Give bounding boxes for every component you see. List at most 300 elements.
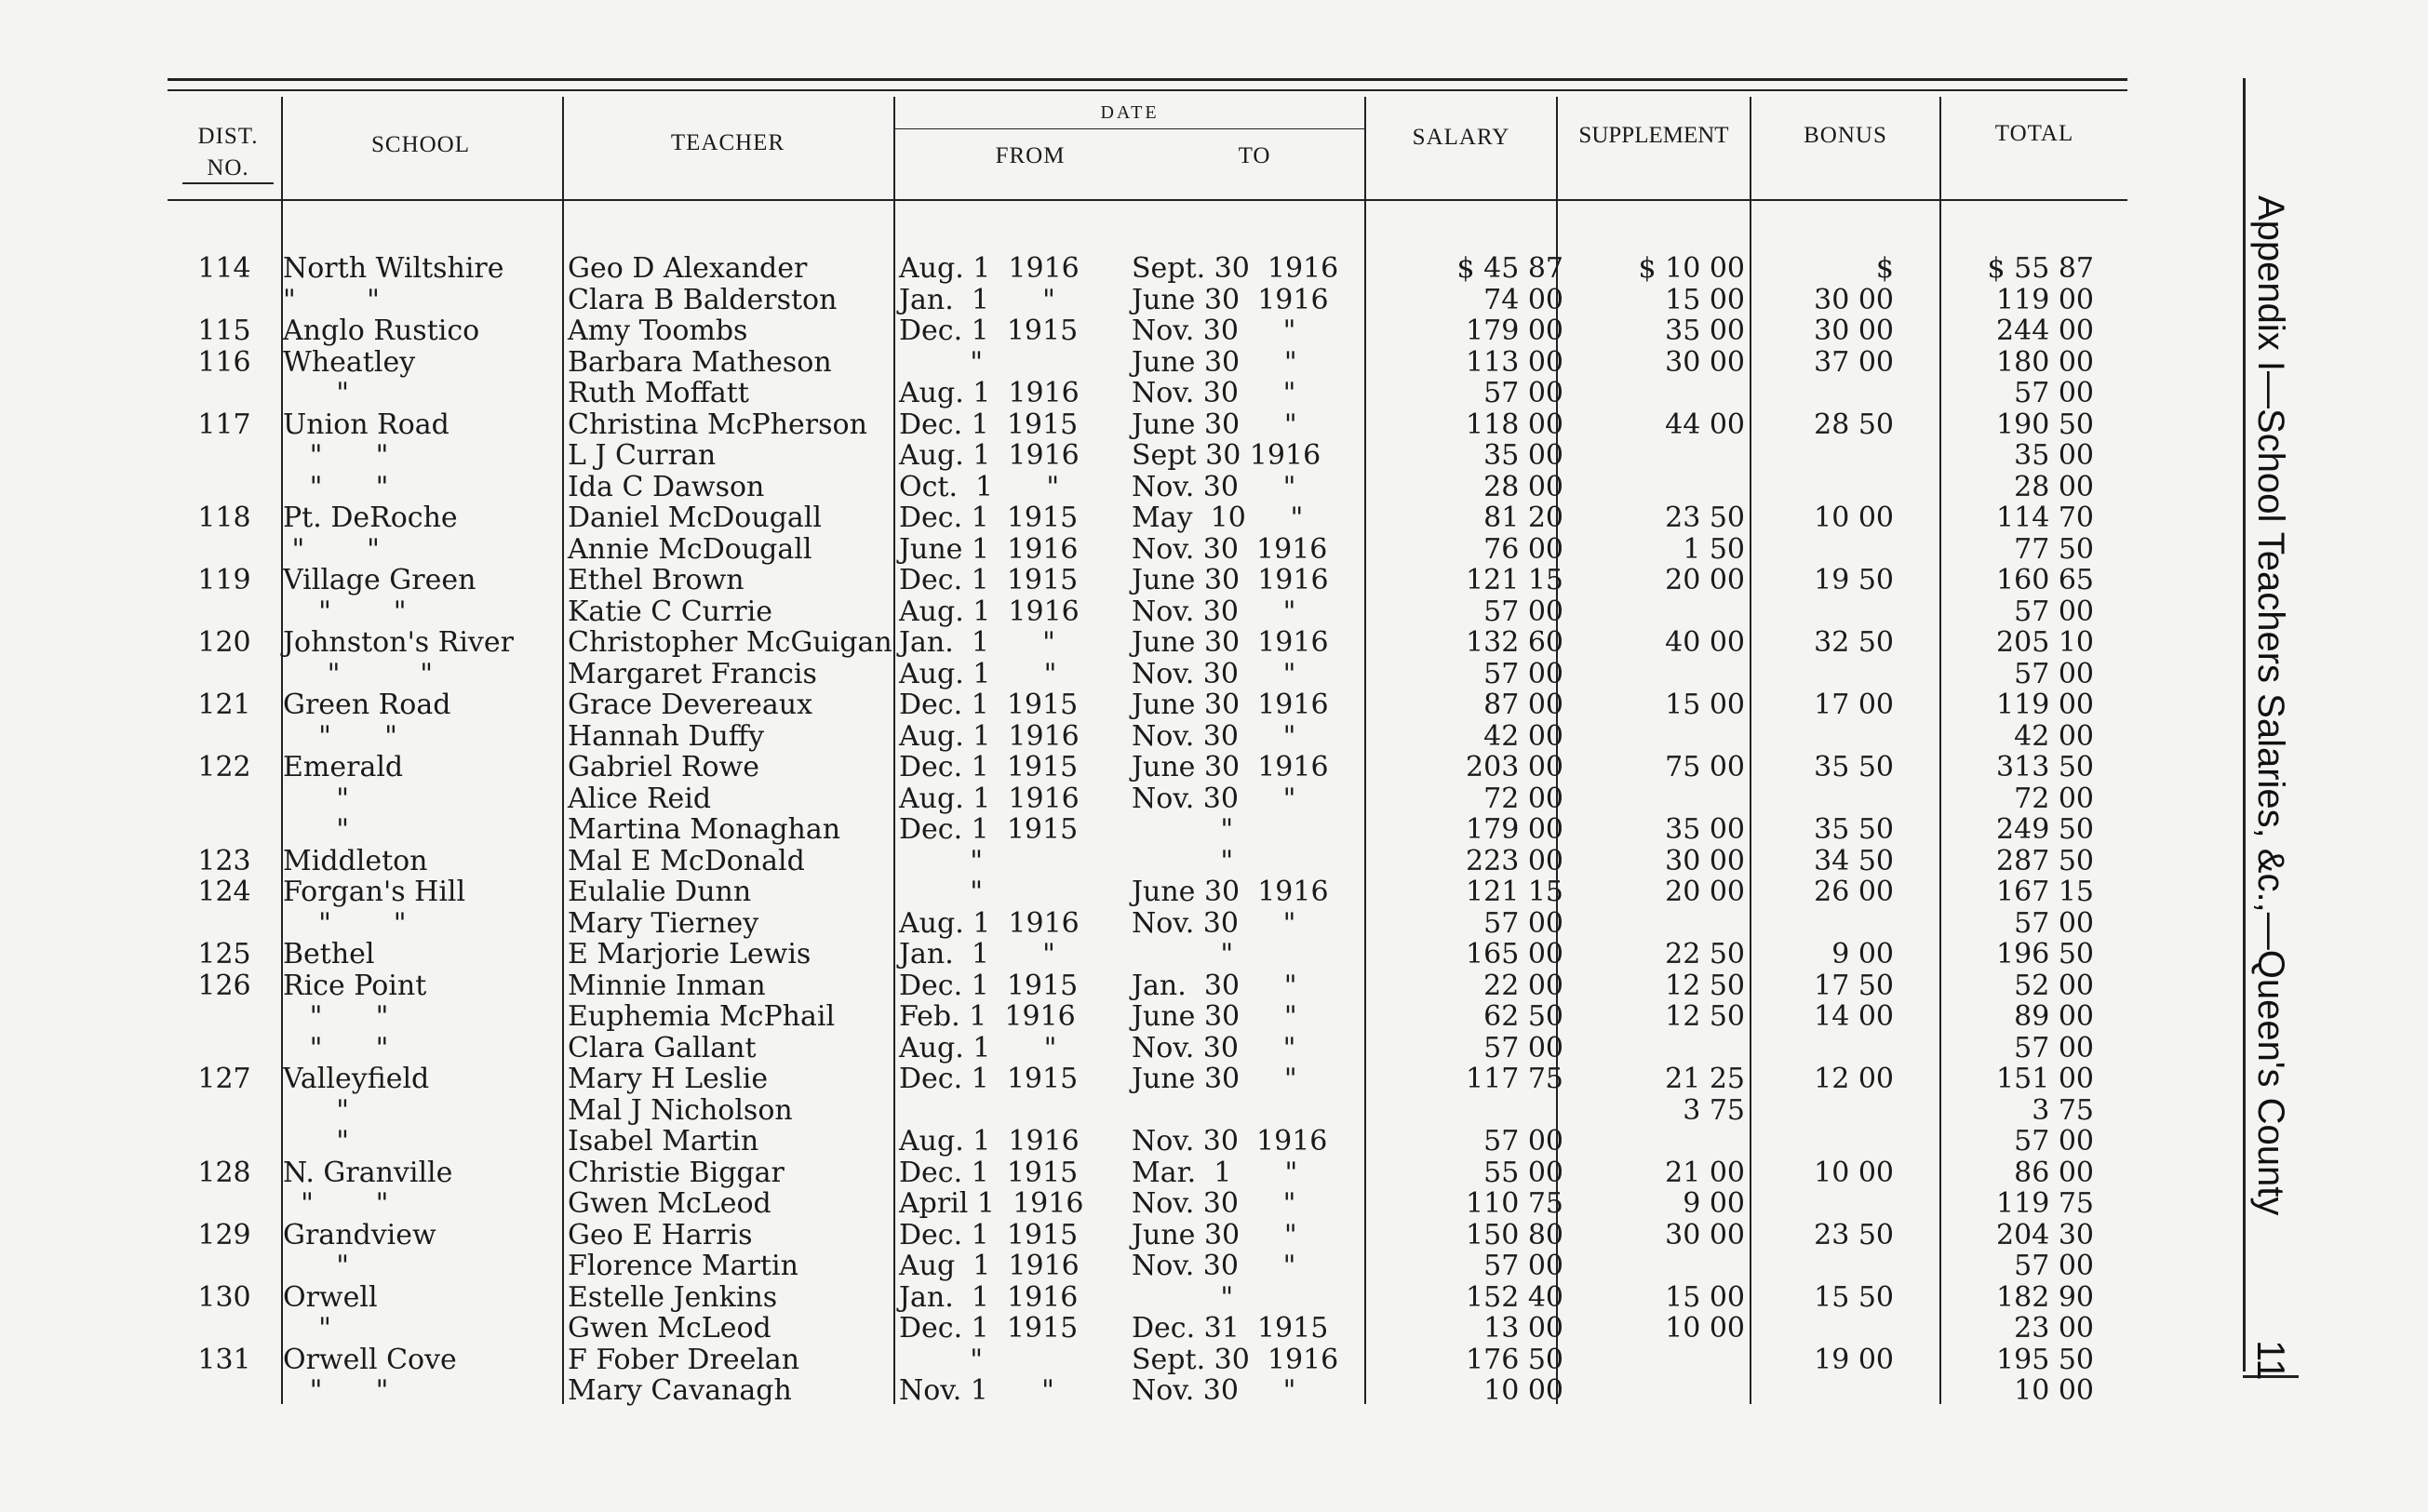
dist-no-cell: 123	[197, 844, 251, 877]
date-from-cell: "	[899, 345, 984, 379]
table-row	[0, 876, 2140, 908]
teacher-cell: Daniel McDougall	[568, 502, 822, 534]
date-from-cell: Oct. 1 "	[899, 470, 1060, 503]
school-cell: Wheatley	[283, 345, 416, 379]
total-cell: 205 10	[1996, 626, 2094, 659]
teacher-cell: Annie McDougall	[568, 532, 812, 566]
teacher-cell: Minnie Inman	[568, 969, 766, 1002]
salary-cell: 57 00	[1483, 1031, 1563, 1064]
date-from-cell: Aug. 1 1916	[899, 595, 1080, 628]
dist-no-cell: 117	[197, 408, 251, 441]
date-from-cell: Dec. 1 1915	[899, 751, 1079, 783]
school-cell: " "	[283, 283, 380, 316]
date-to-cell: Nov. 30 "	[1132, 470, 1296, 503]
salary-cell: 10 00	[1483, 1374, 1563, 1407]
bonus-cell: 17 50	[1814, 969, 1894, 1002]
dist-no-cell: 131	[197, 1343, 251, 1376]
school-cell: Union Road	[283, 408, 449, 441]
teacher-cell: Mary Tierney	[568, 906, 759, 940]
salary-cell: 13 00	[1483, 1312, 1563, 1345]
school-cell: Rice Point	[283, 969, 427, 1002]
total-cell: 89 00	[2014, 1000, 2094, 1033]
header-school: SCHOOL	[370, 132, 470, 157]
date-from-cell: Aug. 1 1916	[899, 377, 1080, 409]
total-cell: 10 00	[2014, 1374, 2094, 1407]
date-to-cell: June 30 "	[1132, 1000, 1297, 1033]
school-cell: Valleyfield	[283, 1063, 430, 1095]
date-from-cell: Dec. 1 1915	[899, 1063, 1079, 1095]
bonus-cell: $	[1875, 252, 1894, 285]
header-teacher: TEACHER	[670, 130, 785, 155]
date-to-cell: "	[1132, 938, 1234, 970]
salary-cell: 118 00	[1466, 408, 1563, 441]
date-from-cell: April 1 1916	[899, 1187, 1084, 1220]
dist-no-cell: 119	[197, 564, 251, 596]
table-row	[0, 1251, 2140, 1282]
date-to-cell: Nov. 30 1916	[1132, 532, 1328, 566]
school-cell: "	[283, 1125, 350, 1157]
bonus-cell: 14 00	[1814, 1000, 1894, 1033]
date-from-cell: Jan. 1 "	[899, 626, 1055, 659]
salary-cell: 57 00	[1483, 1125, 1563, 1157]
date-from-cell: Dec. 1 1915	[899, 564, 1079, 596]
table-row	[0, 689, 2140, 721]
total-cell: 160 65	[1996, 564, 2094, 596]
date-to-cell: June 30 1916	[1132, 876, 1329, 908]
teacher-cell: F Fober Dreelan	[568, 1343, 800, 1376]
dist-no-cell: 120	[197, 626, 251, 659]
supplement-cell: 40 00	[1665, 626, 1745, 659]
date-to-cell: June 30 "	[1132, 345, 1297, 379]
salary-cell: 121 15	[1466, 564, 1563, 596]
date-from-cell: Dec. 1 1915	[899, 314, 1079, 347]
school-cell: " "	[283, 595, 407, 628]
school-cell: Orwell Cove	[283, 1343, 457, 1376]
top-rule-inner	[168, 89, 2127, 91]
date-header-rule	[895, 128, 1364, 129]
teacher-cell: Eulalie Dunn	[568, 876, 752, 908]
table-row	[0, 409, 2140, 441]
teacher-cell: Hannah Duffy	[568, 719, 765, 753]
salary-cell: 132 60	[1466, 626, 1563, 659]
school-cell: " "	[283, 906, 407, 940]
table-row	[0, 472, 2140, 503]
total-cell: 57 00	[2014, 1250, 2094, 1282]
salary-cell: 223 00	[1466, 844, 1563, 877]
dist-no-cell: 118	[197, 502, 251, 534]
school-cell: Forgan's Hill	[283, 876, 466, 908]
supplement-cell: 15 00	[1665, 1280, 1745, 1314]
supplement-cell: 23 50	[1665, 502, 1745, 534]
table-row	[0, 1375, 2140, 1407]
teacher-cell: Clara Gallant	[568, 1031, 757, 1064]
bonus-cell: 19 00	[1814, 1343, 1894, 1376]
date-to-cell: Nov. 30 "	[1132, 1031, 1296, 1064]
date-from-cell: Aug. 1 "	[899, 657, 1057, 690]
date-from-cell: Dec. 1 1915	[899, 408, 1079, 441]
bonus-cell: 26 00	[1814, 876, 1894, 908]
date-to-cell: Sept 30 1916	[1132, 439, 1321, 472]
bonus-cell: 35 50	[1814, 813, 1894, 846]
school-cell: " "	[283, 1187, 389, 1220]
school-cell: "	[283, 1312, 331, 1345]
table-row	[0, 1282, 2140, 1314]
table-row	[0, 285, 2140, 316]
teacher-cell: Katie C Currie	[568, 595, 773, 628]
date-from-cell: Nov. 1 "	[899, 1374, 1054, 1407]
dist-no-cell: 130	[197, 1280, 251, 1314]
bonus-cell: 15 50	[1814, 1280, 1894, 1314]
salary-cell: 179 00	[1466, 314, 1563, 347]
salary-cell: 28 00	[1483, 470, 1563, 503]
table-row	[0, 627, 2140, 659]
total-cell: 180 00	[1996, 345, 2094, 379]
table-row	[0, 970, 2140, 1002]
date-from-cell: Aug. 1 1916	[899, 906, 1080, 940]
teacher-cell: Ruth Moffatt	[568, 377, 749, 409]
date-to-cell: "	[1132, 1280, 1234, 1314]
table-row	[0, 783, 2140, 815]
bonus-cell: 10 00	[1814, 502, 1894, 534]
total-cell: 287 50	[1996, 844, 2094, 877]
school-cell: " "	[283, 470, 389, 503]
table-row	[0, 908, 2140, 940]
dist-no-cell: 121	[197, 689, 251, 721]
school-cell: Emerald	[283, 751, 404, 783]
date-from-cell: Dec. 1 1915	[899, 1218, 1079, 1251]
table-row	[0, 1220, 2140, 1251]
school-cell: Anglo Rustico	[283, 314, 480, 347]
date-from-cell: Dec. 1 1915	[899, 813, 1079, 846]
header-to: TO	[1238, 143, 1271, 168]
header-bottom-rule	[168, 199, 2127, 201]
teacher-cell: E Marjorie Lewis	[568, 938, 812, 970]
salary-cell: 81 20	[1483, 502, 1563, 534]
teacher-cell: Mary H Leslie	[568, 1063, 769, 1095]
school-cell: Green Road	[283, 689, 451, 721]
date-to-cell: Nov. 30 "	[1132, 1374, 1296, 1407]
table-row	[0, 1313, 2140, 1345]
date-from-cell: Aug. 1 1916	[899, 719, 1080, 753]
school-cell: " "	[283, 657, 434, 690]
header-supplement: SUPPLEMENT	[1578, 123, 1729, 148]
table-row	[0, 846, 2140, 877]
dist-no-cell: 122	[197, 751, 251, 783]
teacher-cell: Christie Biggar	[568, 1156, 785, 1189]
date-to-cell: June 30 1916	[1132, 751, 1329, 783]
date-from-cell: Jan. 1 "	[899, 283, 1055, 316]
teacher-cell: Ida C Dawson	[568, 470, 765, 503]
total-cell: 190 50	[1996, 408, 2094, 441]
bonus-cell: 34 50	[1814, 844, 1894, 877]
supplement-cell: 10 00	[1665, 1312, 1745, 1345]
dist-no-cell: 126	[197, 969, 251, 1002]
salary-cell: 113 00	[1466, 345, 1563, 379]
date-to-cell: Nov. 30 "	[1132, 595, 1296, 628]
total-cell: 195 50	[1996, 1343, 2094, 1376]
total-cell: 86 00	[2014, 1156, 2094, 1189]
date-to-cell: June 30 1916	[1132, 564, 1329, 596]
date-from-cell: Aug. 1 "	[899, 1031, 1057, 1064]
total-cell: 35 00	[2014, 439, 2094, 472]
total-cell: 57 00	[2014, 595, 2094, 628]
total-cell: 244 00	[1996, 314, 2094, 347]
total-cell: 114 70	[1996, 502, 2094, 534]
header-bonus: BONUS	[1804, 123, 1887, 148]
dist-no-cell: 114	[197, 252, 251, 285]
date-to-cell: June 30 "	[1132, 1063, 1297, 1095]
salary-cell: 55 00	[1483, 1156, 1563, 1189]
teacher-cell: Geo D Alexander	[568, 252, 808, 285]
school-cell: "	[283, 782, 350, 815]
date-from-cell: Dec. 1 1915	[899, 1156, 1079, 1189]
school-cell: "	[283, 1250, 350, 1282]
school-cell: " "	[283, 1000, 389, 1033]
salary-cell: 110 75	[1466, 1187, 1563, 1220]
school-cell: N. Granville	[283, 1156, 453, 1189]
total-cell: 57 00	[2014, 657, 2094, 690]
table-row	[0, 253, 2140, 285]
supplement-cell: 12 50	[1665, 969, 1745, 1002]
school-cell: Pt. DeRoche	[283, 502, 458, 534]
table-row	[0, 1157, 2140, 1189]
teacher-cell: Isabel Martin	[568, 1125, 759, 1157]
table-row	[0, 1126, 2140, 1157]
salary-cell: 57 00	[1483, 1250, 1563, 1282]
salary-cell: 74 00	[1483, 283, 1563, 316]
page-number: 11	[2249, 1340, 2293, 1381]
dist-no-cell: 115	[197, 314, 251, 347]
dist-no-cell: 127	[197, 1063, 251, 1095]
table-row	[0, 659, 2140, 690]
total-cell: 28 00	[2014, 470, 2094, 503]
date-to-cell: Nov. 30 "	[1132, 377, 1296, 409]
salary-cell: 57 00	[1483, 906, 1563, 940]
teacher-cell: Mal J Nicholson	[568, 1093, 793, 1127]
total-cell: 23 00	[2014, 1312, 2094, 1345]
school-cell: Village Green	[283, 564, 476, 596]
date-from-cell: June 1 1916	[899, 532, 1079, 566]
header-date: DATE	[1100, 102, 1160, 123]
supplement-cell: 22 50	[1665, 938, 1745, 970]
table-row	[0, 1188, 2140, 1220]
header-salary: SALARY	[1412, 125, 1510, 150]
teacher-cell: Christina McPherson	[568, 408, 867, 441]
table-row	[0, 939, 2140, 970]
teacher-cell: Amy Toombs	[568, 314, 748, 347]
salary-cell: 42 00	[1483, 719, 1563, 753]
total-cell: 42 00	[2014, 719, 2094, 753]
supplement-cell: 21 00	[1665, 1156, 1745, 1189]
table-row	[0, 1095, 2140, 1127]
school-cell: Bethel	[283, 938, 375, 970]
total-cell: 196 50	[1996, 938, 2094, 970]
date-from-cell: "	[899, 876, 984, 908]
teacher-cell: Christopher McGuigan	[568, 626, 892, 659]
supplement-cell: 20 00	[1665, 876, 1745, 908]
salary-cell: 57 00	[1483, 595, 1563, 628]
supplement-cell: 3 75	[1683, 1093, 1745, 1127]
school-cell: Johnston's River	[283, 626, 514, 659]
date-from-cell: "	[899, 844, 984, 877]
header-total: TOTAL	[1994, 121, 2074, 146]
bonus-cell: 10 00	[1814, 1156, 1894, 1189]
salary-cell: 76 00	[1483, 532, 1563, 566]
total-cell: 57 00	[2014, 906, 2094, 940]
school-cell: " "	[283, 439, 389, 472]
date-to-cell: Nov. 30 "	[1132, 1187, 1296, 1220]
salary-cell: 165 00	[1466, 938, 1563, 970]
dist-no-cell: 116	[197, 345, 251, 379]
supplement-cell: 12 50	[1665, 1000, 1745, 1033]
salary-cell: 152 40	[1466, 1280, 1563, 1314]
school-cell: " "	[283, 532, 380, 566]
table-row	[0, 752, 2140, 783]
total-cell: 182 90	[1996, 1280, 2094, 1314]
date-from-cell: Aug 1 1916	[899, 1250, 1080, 1282]
school-cell: "	[283, 377, 350, 409]
supplement-cell: 35 00	[1665, 813, 1745, 846]
salary-cell: 62 50	[1483, 1000, 1563, 1033]
table-row	[0, 502, 2140, 534]
date-from-cell: Dec. 1 1915	[899, 1312, 1079, 1345]
salary-cell: 117 75	[1466, 1063, 1563, 1095]
total-cell: 204 30	[1996, 1218, 2094, 1251]
table-row	[0, 315, 2140, 347]
supplement-cell: 44 00	[1665, 408, 1745, 441]
date-to-cell: June 30 "	[1132, 408, 1297, 441]
table-row	[0, 565, 2140, 596]
total-cell: 72 00	[2014, 782, 2094, 815]
teacher-cell: Grace Devereaux	[568, 689, 813, 721]
dist-no-cell: 129	[197, 1218, 251, 1251]
date-from-cell: Aug. 1 1916	[899, 782, 1080, 815]
bonus-cell: 35 50	[1814, 751, 1894, 783]
school-cell: North Wiltshire	[283, 252, 504, 285]
side-title: Appendix I—School Teachers Salaries, &c.,—Queen's County	[2250, 195, 2291, 1216]
school-cell: " "	[283, 1374, 389, 1407]
school-cell: "	[283, 813, 350, 846]
total-cell: 52 00	[2014, 969, 2094, 1002]
salary-cell: 72 00	[1483, 782, 1563, 815]
school-cell: Orwell	[283, 1280, 378, 1314]
table-row	[0, 534, 2140, 566]
teacher-cell: Ethel Brown	[568, 564, 744, 596]
teacher-cell: Gwen McLeod	[568, 1187, 771, 1220]
supplement-cell: $ 10 00	[1638, 252, 1745, 285]
date-from-cell: "	[899, 1343, 984, 1376]
supplement-cell: 9 00	[1683, 1187, 1745, 1220]
dist-no-cell: 125	[197, 938, 251, 970]
table-row	[0, 721, 2140, 753]
date-to-cell: Sept. 30 1916	[1132, 252, 1339, 285]
supplement-cell: 1 50	[1683, 532, 1745, 566]
school-cell: " "	[283, 719, 397, 753]
school-cell: " "	[283, 1031, 389, 1064]
date-to-cell: Sept. 30 1916	[1132, 1343, 1339, 1376]
table-row	[0, 347, 2140, 379]
bonus-cell: 30 00	[1814, 283, 1894, 316]
table-row	[0, 814, 2140, 846]
date-to-cell: Nov. 30 "	[1132, 657, 1296, 690]
date-from-cell: Aug. 1 1916	[899, 1125, 1080, 1157]
date-to-cell: Nov. 30 "	[1132, 719, 1296, 753]
salary-cell: 35 00	[1483, 439, 1563, 472]
bonus-cell: 9 00	[1831, 938, 1894, 970]
date-to-cell: June 30 1916	[1132, 283, 1329, 316]
salary-cell: 57 00	[1483, 657, 1563, 690]
table-row	[0, 1345, 2140, 1376]
date-from-cell: Dec. 1 1915	[899, 689, 1079, 721]
table-row	[0, 1001, 2140, 1033]
teacher-cell: Mal E McDonald	[568, 844, 805, 877]
bonus-cell: 19 50	[1814, 564, 1894, 596]
date-to-cell: Jan. 30 "	[1132, 969, 1297, 1002]
date-to-cell: Nov. 30 "	[1132, 1250, 1296, 1282]
bonus-cell: 32 50	[1814, 626, 1894, 659]
table-row	[0, 440, 2140, 472]
school-cell: "	[283, 1093, 350, 1127]
total-cell: 151 00	[1996, 1063, 2094, 1095]
salary-cell: 57 00	[1483, 377, 1563, 409]
supplement-cell: 75 00	[1665, 751, 1745, 783]
date-from-cell: Dec. 1 1915	[899, 502, 1079, 534]
total-cell: 57 00	[2014, 1125, 2094, 1157]
total-cell: 3 75	[2032, 1093, 2094, 1127]
total-cell: 313 50	[1996, 751, 2094, 783]
date-from-cell: Aug. 1 1916	[899, 439, 1080, 472]
supplement-cell: 21 25	[1665, 1063, 1745, 1095]
school-cell: Grandview	[283, 1218, 436, 1251]
date-to-cell: Nov. 30 1916	[1132, 1125, 1328, 1157]
teacher-cell: Euphemia McPhail	[568, 1000, 836, 1033]
header-from: FROM	[995, 143, 1066, 168]
table-row	[0, 1064, 2140, 1095]
salary-cell: 150 80	[1466, 1218, 1563, 1251]
date-from-cell: Jan. 1 1916	[899, 1280, 1079, 1314]
school-cell: Middleton	[283, 844, 428, 877]
teacher-cell: Alice Reid	[568, 782, 712, 815]
date-to-cell: Nov. 30 "	[1132, 782, 1296, 815]
top-rule	[168, 78, 2127, 81]
date-from-cell: Jan. 1 "	[899, 938, 1055, 970]
dist-no-cell: 128	[197, 1156, 251, 1189]
table-row	[0, 1033, 2140, 1064]
total-cell: 119 75	[1996, 1187, 2094, 1220]
date-from-cell: Feb. 1 1916	[899, 1000, 1076, 1033]
total-cell: 167 15	[1996, 876, 2094, 908]
date-from-cell: Aug. 1 1916	[899, 252, 1080, 285]
supplement-cell: 30 00	[1665, 1218, 1745, 1251]
bonus-cell: 23 50	[1814, 1218, 1894, 1251]
supplement-cell: 30 00	[1665, 844, 1745, 877]
salary-cell: 179 00	[1466, 813, 1563, 846]
total-cell: 57 00	[2014, 377, 2094, 409]
teacher-cell: Geo E Harris	[568, 1218, 753, 1251]
salary-cell: $ 45 87	[1456, 252, 1563, 285]
bonus-cell: 30 00	[1814, 314, 1894, 347]
salary-cell: 203 00	[1466, 751, 1563, 783]
date-to-cell: Nov. 30 "	[1132, 314, 1296, 347]
teacher-cell: Florence Martin	[568, 1250, 798, 1282]
supplement-cell: 15 00	[1665, 689, 1745, 721]
teacher-cell: L J Curran	[568, 439, 717, 472]
date-to-cell: "	[1132, 844, 1234, 877]
salary-cell: 121 15	[1466, 876, 1563, 908]
date-to-cell: Nov. 30 "	[1132, 906, 1296, 940]
total-cell: 57 00	[2014, 1031, 2094, 1064]
bonus-cell: 37 00	[1814, 345, 1894, 379]
